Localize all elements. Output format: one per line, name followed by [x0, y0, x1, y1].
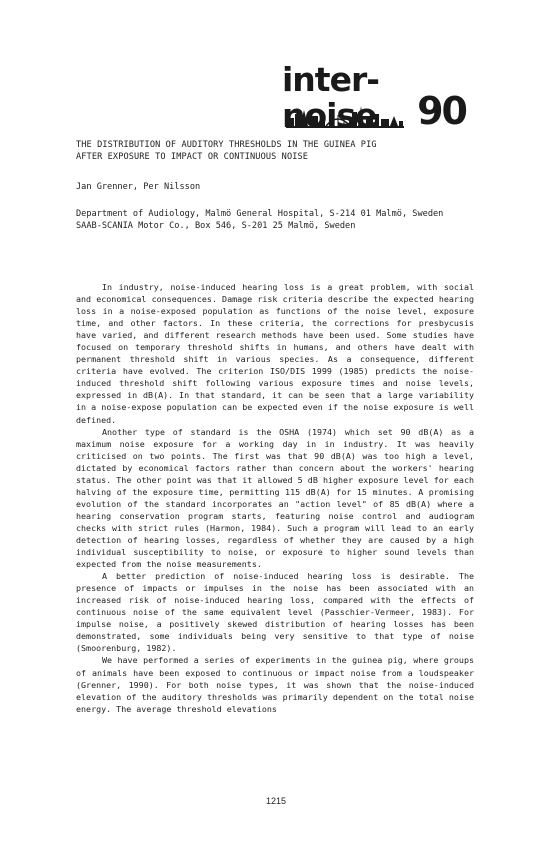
paper-affiliations — [76, 208, 443, 232]
logo-year: 90 — [417, 89, 466, 133]
conference-logo — [282, 60, 472, 135]
paper-title — [76, 139, 377, 163]
affiliation-line: SAAB-SCANIA Motor Co., Box 546, S-201 25 Malmö, Sweden — [76, 221, 356, 231]
body-paragraph: In industry, noise-induced hearing loss is a great problem, with social and economical consequences. Damage risk criteria describe the expected hearing loss in a noise-exposed population as functions of the noise level, exposure time, and other factors. In these criteria, the corrections for presbycusis have varied, and different research methods have been used. Some studies have focused on temporary threshold shifts in humans, and others have dealt with permanent threshold shift in various species. As a consequence, different criteria have evolved. The criterion ISO/DIS 1999 (1985) predicts the noise-induced threshold shift following various exposure times and noise levels, expressed in dB(A). In that standard, it can be seen that a large variability in a noise-expose population can be expected even if the noise exposure is well defined. — [76, 282, 474, 425]
logo-wordmark: inter-noise — [282, 60, 379, 135]
title-line: AFTER EXPOSURE TO IMPACT OR CONTINUOUS NOISE — [76, 152, 309, 162]
affiliation-line: Department of Audiology, Malmö General Hospital, S-214 01 Malmö, Sweden — [76, 209, 444, 219]
paper-authors: Jan Grenner, Per Nilsson — [76, 182, 201, 192]
body-paragraph: A better prediction of noise-induced hearing loss is desirable. The presence of impacts or impulses in the noise has been associated with an increased risk of noise-induced hearing loss, compared with the effects of continuous noise of the same equivalent level (Passchier-Vermeer, 1983). For impulse noise, a positively skewed distribution of hearing losses has been demonstrated, some individuals being very sensitive to that type of noise (Smoorenburg, 1982). — [76, 571, 474, 654]
title-line: THE DISTRIBUTION OF AUDITORY THRESHOLDS IN THE GUINEA PIG — [76, 140, 377, 150]
body-paragraph: We have performed a series of experiments in the guinea pig, where groups of animals have been exposed to continuous or impact noise from a loudspeaker (Grenner, 1990). For both noise types, it was shown that the noise-induced elevation of the auditory thresholds was primarily dependent on the total noise energy. The average threshold elevations — [76, 655, 474, 714]
body-text — [76, 281, 474, 715]
page-number: 1215 — [265, 796, 287, 806]
body-paragraph: Another type of standard is the OSHA (1974) which set 90 dB(A) as a maximum noise exposure for a working day in in industry. It was heavily criticised on two points. The first was that 90 dB(A) was too high a level, dictated by economical factors rather than concern about the workers' hearing status. The other point was that it allowed 5 dB higher exposure level for each halving of the exposure time, permitting 115 dB(A) for 15 minutes. A promising evolution of the standard incorporates an "action level" of 85 dB(A) where a hearing conservation program starts, featuring noise control and audiogram checks with strict rules (Harmon, 1984). Such a program will lead to an early detection of hearing losses, regardless of whether they are caused by a high individual susceptibility to noise, or exposure to higher sound levels than expected from the noise measurements. — [76, 426, 474, 570]
